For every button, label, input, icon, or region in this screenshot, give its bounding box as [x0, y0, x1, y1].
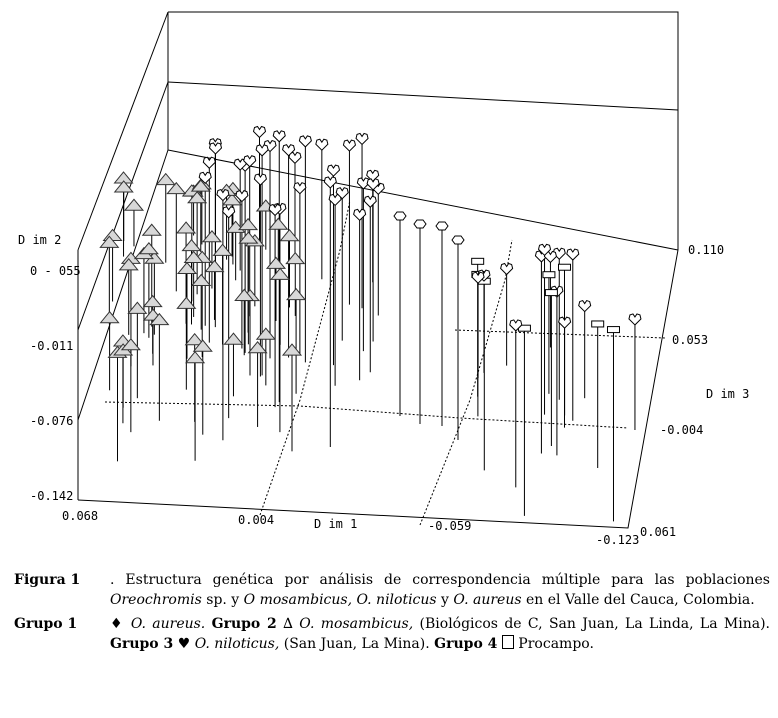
dim3-tick-label: 0.053: [672, 333, 709, 347]
triangle-marker: [271, 268, 289, 279]
triangle-marker: [257, 328, 275, 339]
triangle-marker: [280, 230, 298, 241]
heart-marker: [567, 249, 579, 260]
triangle-marker: [125, 199, 143, 210]
heart-icon: ♥: [177, 636, 191, 652]
square-marker: [558, 264, 570, 270]
triangle-marker: [104, 229, 122, 240]
floor-dash-1: [105, 402, 628, 428]
dim2-axis-label: D im 2: [18, 233, 62, 247]
triangle-marker: [269, 218, 287, 229]
figure-text: . Estructura genética por análisis de correspondencia múltiple para las poblaciones Oreochromis sp. y O mosambicus, O. niloticus y O. aureus en el Valle del Cauca, Colombia.: [110, 572, 770, 608]
heart-marker: [299, 136, 311, 147]
square-icon: [502, 635, 514, 649]
groups-text: ♦ O. aureus. Grupo 2 ∆ O. mosambicus, (Biológicos de C, San Juan, La Linda, La Mina). Grupo 3 ♥ O. niloticus, (San Juan, La Mina). Grupo 4 Procampo.: [110, 616, 771, 652]
diamond-icon: ♦: [110, 616, 125, 632]
triangle-marker: [143, 224, 161, 235]
heart-marker: [579, 301, 591, 312]
heart-marker: [364, 196, 376, 207]
floor-dash-2: [455, 330, 665, 338]
heart-marker: [629, 314, 641, 325]
floor-dash-4: [420, 240, 512, 525]
groups-line: [14, 614, 770, 654]
group1-head: Grupo 1: [14, 616, 78, 632]
triangle-marker: [224, 333, 242, 344]
heart-marker: [343, 140, 355, 151]
dim1-tick-label: -0.123: [596, 533, 640, 547]
dim1-tick-label: 0.004: [238, 513, 275, 527]
square-marker: [543, 272, 555, 278]
figure-caption: [14, 570, 770, 654]
triangle-marker: [101, 312, 119, 323]
heart-marker: [236, 191, 248, 202]
heart-marker: [501, 263, 513, 274]
dim1-axis-label: D im 1: [314, 517, 358, 531]
dim2-tick-label: -0.142: [30, 489, 74, 503]
dim3-tick-label: 0.110: [688, 243, 725, 257]
axis-ticks: [18, 233, 749, 547]
dim2-tick-label: 0 - 055: [30, 264, 81, 278]
square-marker: [472, 258, 484, 264]
diamond-marker: [394, 212, 406, 220]
diamond-marker: [414, 220, 426, 228]
left-back-edge: [78, 12, 168, 250]
dim3-tick-label: -0.004: [660, 423, 704, 437]
triangle-marker: [192, 275, 210, 286]
heart-marker: [316, 139, 328, 150]
diamond-marker: [452, 236, 464, 244]
dim1-tick-label: 0.068: [62, 509, 99, 523]
triangle-marker: [177, 222, 195, 233]
heart-marker: [254, 126, 266, 137]
triangle-marker: [177, 297, 195, 308]
square-marker: [607, 327, 619, 333]
triangle-marker: [144, 296, 162, 307]
triangle-marker: [249, 342, 267, 353]
dim3-tick-label: 0.061: [640, 525, 677, 539]
square-marker: [592, 321, 604, 327]
heart-marker: [356, 133, 368, 144]
dim2-tick-label: -0.011: [30, 339, 74, 353]
figure-head: Figura 1: [14, 572, 81, 588]
dim3-axis-label: D im 3: [706, 387, 750, 401]
triangle-icon: ∆: [283, 616, 293, 632]
heart-marker: [273, 131, 285, 142]
dim2-tick-label: -0.076: [30, 414, 74, 428]
back-wall: [168, 12, 678, 250]
heart-marker: [203, 157, 215, 168]
heart-marker: [324, 177, 336, 188]
dim1-tick-label: -0.059: [428, 519, 472, 533]
diamond-marker: [436, 222, 448, 230]
heart-marker: [327, 165, 339, 176]
grid-back-1: [168, 82, 678, 110]
heart-marker: [254, 174, 266, 185]
figure-line: [14, 570, 770, 610]
heart-marker: [294, 183, 306, 194]
heart-marker: [256, 145, 268, 156]
triangle-marker: [186, 352, 204, 363]
square-marker: [545, 290, 557, 296]
triangle-marker: [183, 240, 201, 251]
triangle-marker: [140, 243, 158, 254]
triangle-marker: [283, 344, 301, 355]
